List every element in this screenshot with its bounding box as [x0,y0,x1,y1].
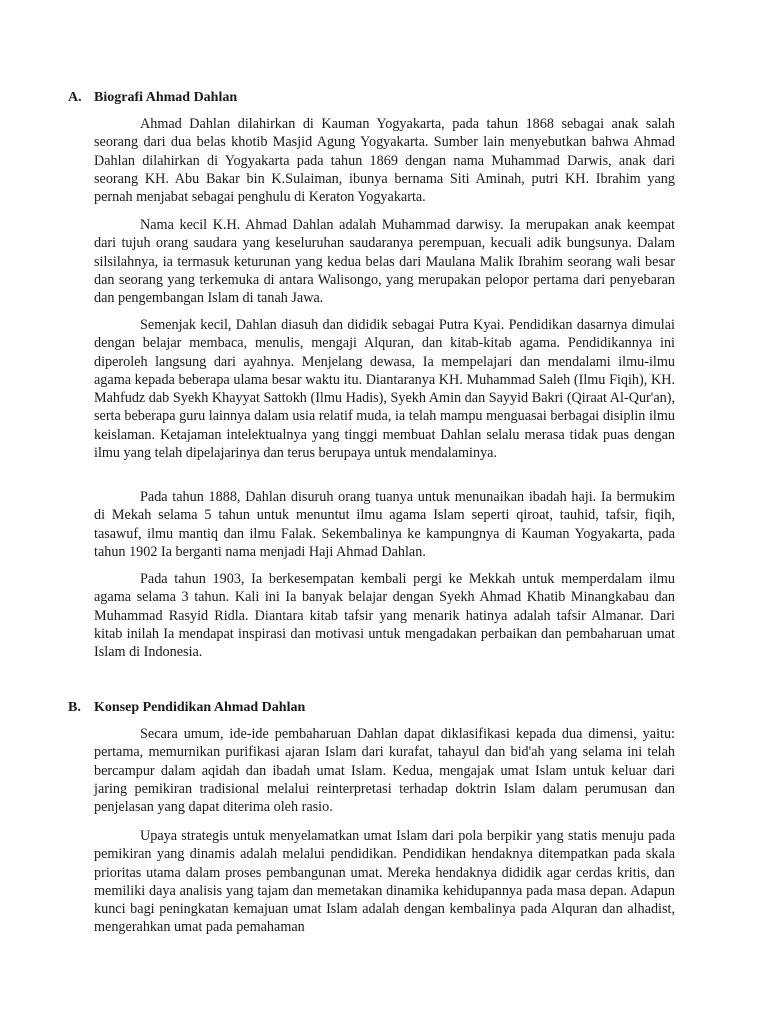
section-b-title: Konsep Pendidikan Ahmad Dahlan [94,700,306,715]
section-a-paragraph: Nama kecil K.H. Ahmad Dahlan adalah Muhammad darwisy. Ia merupakan anak keempat dari tujuh orang saudara yang keseluruhan saudaranya perempuan, kecuali adik bungsunya. Dalam silsilahnya, ia termasuk keturunan yang kedua belas dari Maulana Malik Ibrahim seorang wali besar dan seorang yang terkemuka di antara Walisongo, yang merupakan pelopor pertama dari penyebaran dan pengembangan Islam di tanah Jawa. [94,217,675,307]
section-b-heading [68,699,305,717]
section-b-paragraph: Secara umum, ide-ide pembaharuan Dahlan dapat diklasifikasi kepada dua dimensi, yaitu: pertama, memurnikan purifikasi ajaran Islam dari kurafat, tahayul dan bid'ah yang selama ini telah bercampur dalam aqidah dan ibadah umat Islam. Kedua, mengajak umat Islam untuk keluar dari jaring pemikiran tradisional melalui reinterpretasi terhadap doktrin Islam dalam perumusan dan penjelasan yang dapat diterima oleh rasio. [94,726,675,816]
section-a-paragraph: Ahmad Dahlan dilahirkan di Kauman Yogyakarta, pada tahun 1868 sebagai anak salah seorang dari dua belas khotib Masjid Agung Yogyakarta. Sumber lain menyebutkan bahwa Ahmad Dahlan dilahirkan di Yogyakarta pada tahun 1869 dengan nama Muhammad Darwis, anak dari seorang KH. Abu Bakar bin K.Sulaiman, ibunya bernama Siti Aminah, putri KH. Ibrahim yang pernah menjabat sebagai penghulu di Keraton Yogyakarta. [94,116,675,206]
section-a-title: Biografi Ahmad Dahlan [94,90,238,105]
section-b-paragraph: Upaya strategis untuk menyelamatkan umat Islam dari pola berpikir yang statis menuju pada pemikiran yang dinamis adalah melalui pendidikan. Pendidikan hendaknya ditempatkan pada skala prioritas utama dalam proses pembangunan umat. Mereka hendaknya dididik agar cerdas kritis, dan memiliki daya analisis yang tajam dan memetakan dinamika kehidupannya pada masa depan. Adapun kunci bagi peningkatan kemajuan umat Islam adalah dengan kembalinya pada Alquran dan alhadist, mengerahkan umat pada pemahaman [94,828,675,936]
section-a-paragraph: Pada tahun 1903, Ia berkesempatan kembali pergi ke Mekkah untuk memperdalam ilmu agama selama 3 tahun. Kali ini Ia banyak belajar dengan Syekh Ahmad Khatib Minangkabau dan Muhammad Rasyid Ridla. Diantara kitab tafsir yang menarik hatinya adalah tafsir Almanar. Dari kitab inilah Ia mendapat inspirasi dan motivasi untuk mengadakan perbaikan dan pembaharuan umat Islam di Indonesia. [94,571,675,661]
section-a-letter: A. [68,90,82,105]
section-a-paragraph: Semenjak kecil, Dahlan diasuh dan dididik sebagai Putra Kyai. Pendidikan dasarnya dimulai dengan belajar membaca, menulis, mengaji Alquran, dan kitab-kitab agama. Pendidikannya ini diperoleh langsung dari ayahnya. Menjelang dewasa, Ia mempelajari dan mendalami ilmu-ilmu agama kepada beberapa ulama besar waktu itu. Diantaranya KH. Muhammad Saleh (Ilmu Fiqih), KH. Mahfudz dab Syekh Khayyat Sattokh (Ilmu Hadis), Syekh Amin dan Sayyid Bakri (Qiraat Al-Qur'an), serta beberapa guru lainnya dalam usia relatif muda, ia telah mampu menguasai berbagai disiplin ilmu keislaman. Ketajaman intelektualnya yang tinggi membuat Dahlan selalu merasa tidak puas dengan ilmu yang telah dipelajarinya dan terus berupaya untuk mendalaminya. [94,317,675,462]
section-a-heading [68,89,237,107]
section-b-letter: B. [68,700,81,715]
section-a-paragraph: Pada tahun 1888, Dahlan disuruh orang tuanya untuk menunaikan ibadah haji. Ia bermukim di Mekah selama 5 tahun untuk menuntut ilmu agama Islam seperti qiroat, tauhid, tafsir, fiqih, tasawuf, ilmu mantiq dan ilmu Falak. Sekembalinya ke kampungnya di Kauman Yogyakarta, pada tahun 1902 Ia berganti nama menjadi Haji Ahmad Dahlan. [94,489,675,560]
